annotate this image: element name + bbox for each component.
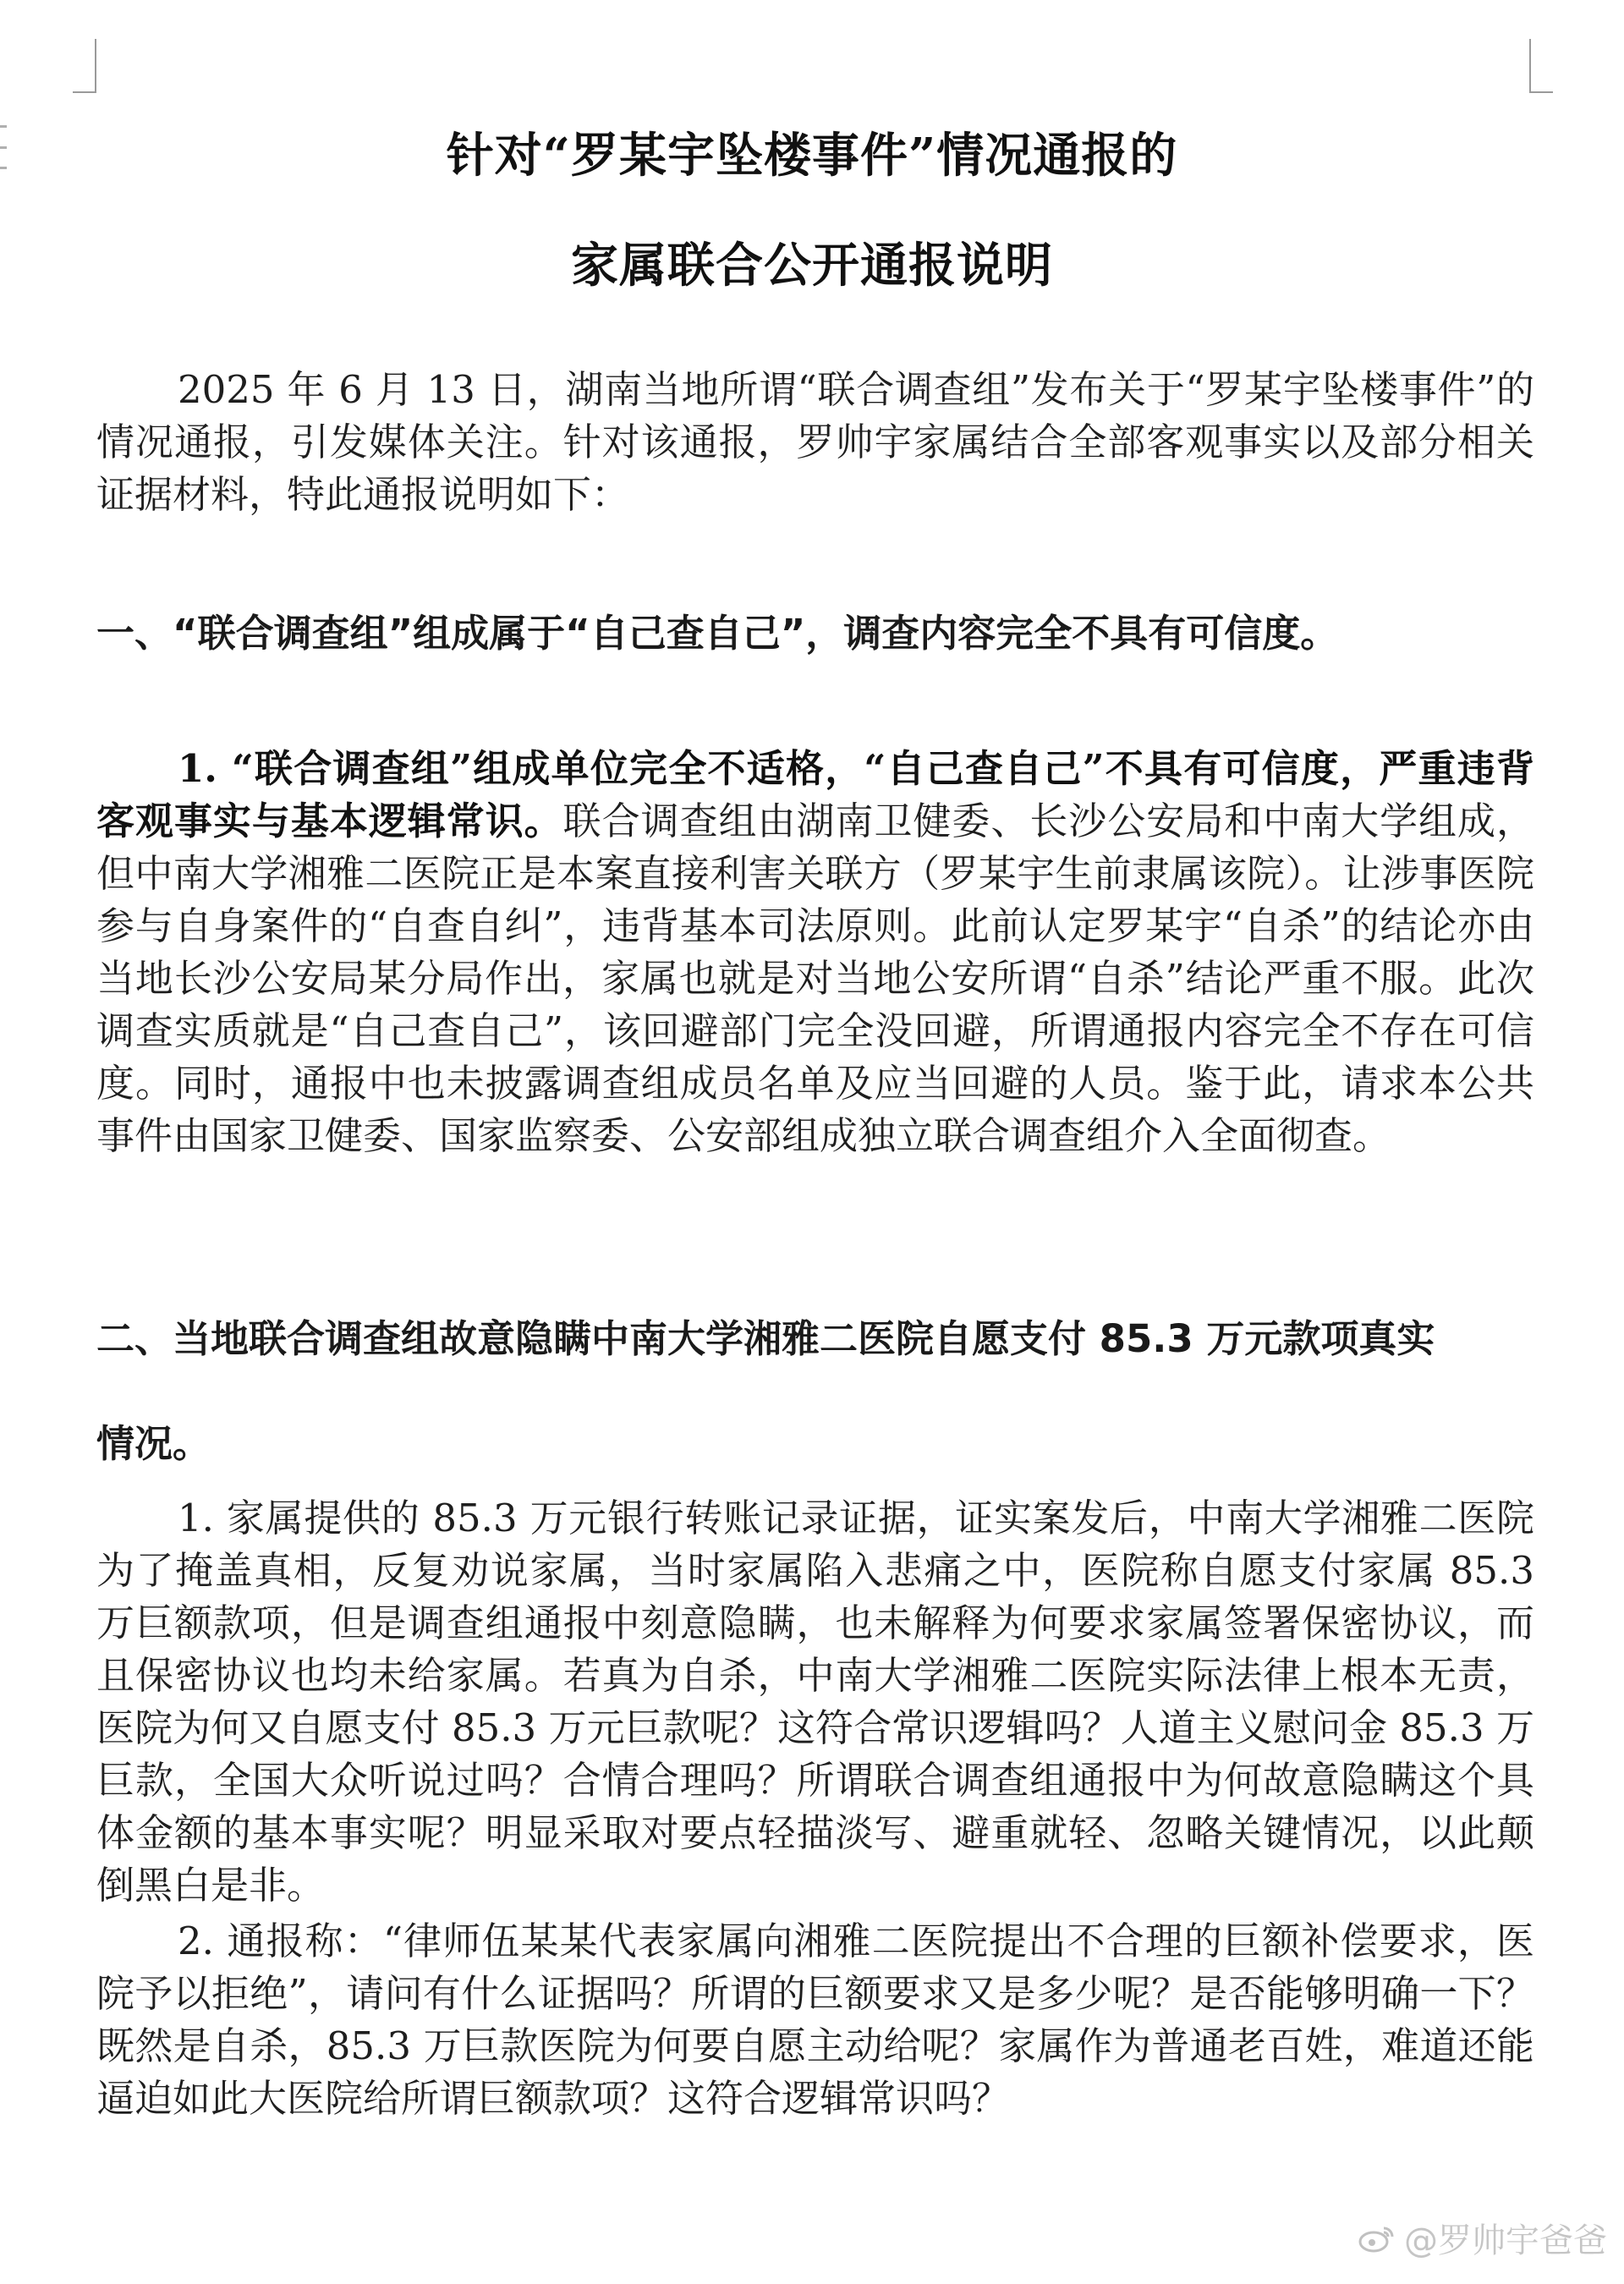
section2-item2 — [96, 1915, 1534, 2125]
document-title-line1: 针对“罗某宇坠楼事件”情况通报的 — [446, 128, 1178, 184]
intro-paragraph — [96, 364, 1534, 521]
crop-mark-top-left — [73, 39, 96, 93]
section1-item1-lead: 1. “联合调查组”组成单位完全不适格，“自己查自己”不具有可信度，严重违背客观事实与基本逻辑常识。 — [96, 746, 1534, 843]
section2-heading-line1: 二、当地联合调查组故意隐瞒中南大学湘雅二医院自愿支付 85.3 万元款项真实 — [96, 1316, 1435, 1361]
section2-item1 — [96, 1492, 1534, 1912]
intro-text: 2025 年 6 月 13 日，湖南当地所谓“联合调查组”发布关于“罗某宇坠楼事件”的情况通报，引发媒体关注。针对该通报，罗帅宇家属结合全部客观事实以及部分相关证据材料，特此通报说明如下： — [96, 367, 1534, 517]
crop-mark-top-right — [1529, 39, 1553, 93]
weibo-watermark — [1358, 2214, 1607, 2262]
section2-item2-text: 2. 通报称：“律师伍某某代表家属向湘雅二医院提出不合理的巨额补偿要求，医院予以拒绝”，请问有什么证据吗？所谓的巨额要求又是多少呢？是否能够明确一下？既然是自杀，85.3 万巨款医院为何要自愿主动给呢？家属作为普通老百姓，难道还能逼迫如此大医院给所谓巨额款项？这符合逻辑常识吗？ — [96, 1919, 1534, 2121]
section1-heading: 一、“联合调查组”组成属于“自己查自己”，调查内容完全不具有可信度。 — [96, 611, 1339, 656]
section2-item1-text: 1. 家属提供的 85.3 万元银行转账记录证据，证实案发后，中南大学湘雅二医院为了掩盖真相，反复劝说家属，当时家属陷入悲痛之中，医院称自愿支付家属 85.3 万巨额款项，但是调查组通报中刻意隐瞒，也未解释为何要求家属签署保密协议，而且保密协议也均未给家属。若真为自杀，中南大学湘雅二医院实际法律上根本无责，医院为何又自愿支付 85.3 万元巨款呢？这符合常识逻辑吗？人道主义慰问金 85.3 万巨款，全国大众听说过吗？合情合理吗？所谓联合调查组通报中为何故意隐瞒这个具体金额的基本事实呢？明显采取对要点轻描淡写、避重就轻、忽略关键情况，以此颠倒黑白是非。 — [96, 1496, 1534, 1908]
section1-item1 — [96, 743, 1534, 1162]
section1-item1-body: 联合调查组由湖南卫健委、长沙公安局和中南大学组成，但中南大学湘雅二医院正是本案直接利害关联方（罗某宇生前隶属该院）。让涉事医院参与自身案件的“自查自纠”，违背基本司法原则。此前认定罗某宇“自杀”的结论亦由当地长沙公安局某分局作出，家属也就是对当地公安所谓“自杀”结论严重不服。此次调查实质就是“自己查自己”，该回避部门完全没回避，所谓通报内容完全不存在可信度。同时，通报中也未披露调查组成员名单及应当回避的人员。鉴于此，请求本公共事件由国家卫健委、国家监察委、公安部组成独立联合调查组介入全面彻查。 — [96, 799, 1534, 1158]
section1-item1-paragraph — [96, 743, 1534, 1162]
document-title-line2: 家属联合公开通报说明 — [571, 238, 1053, 294]
section2-heading-line2: 情况。 — [96, 1421, 211, 1466]
watermark-text: @罗帅宇爸爸 — [1404, 2221, 1607, 2260]
weibo-icon — [1358, 2223, 1396, 2254]
